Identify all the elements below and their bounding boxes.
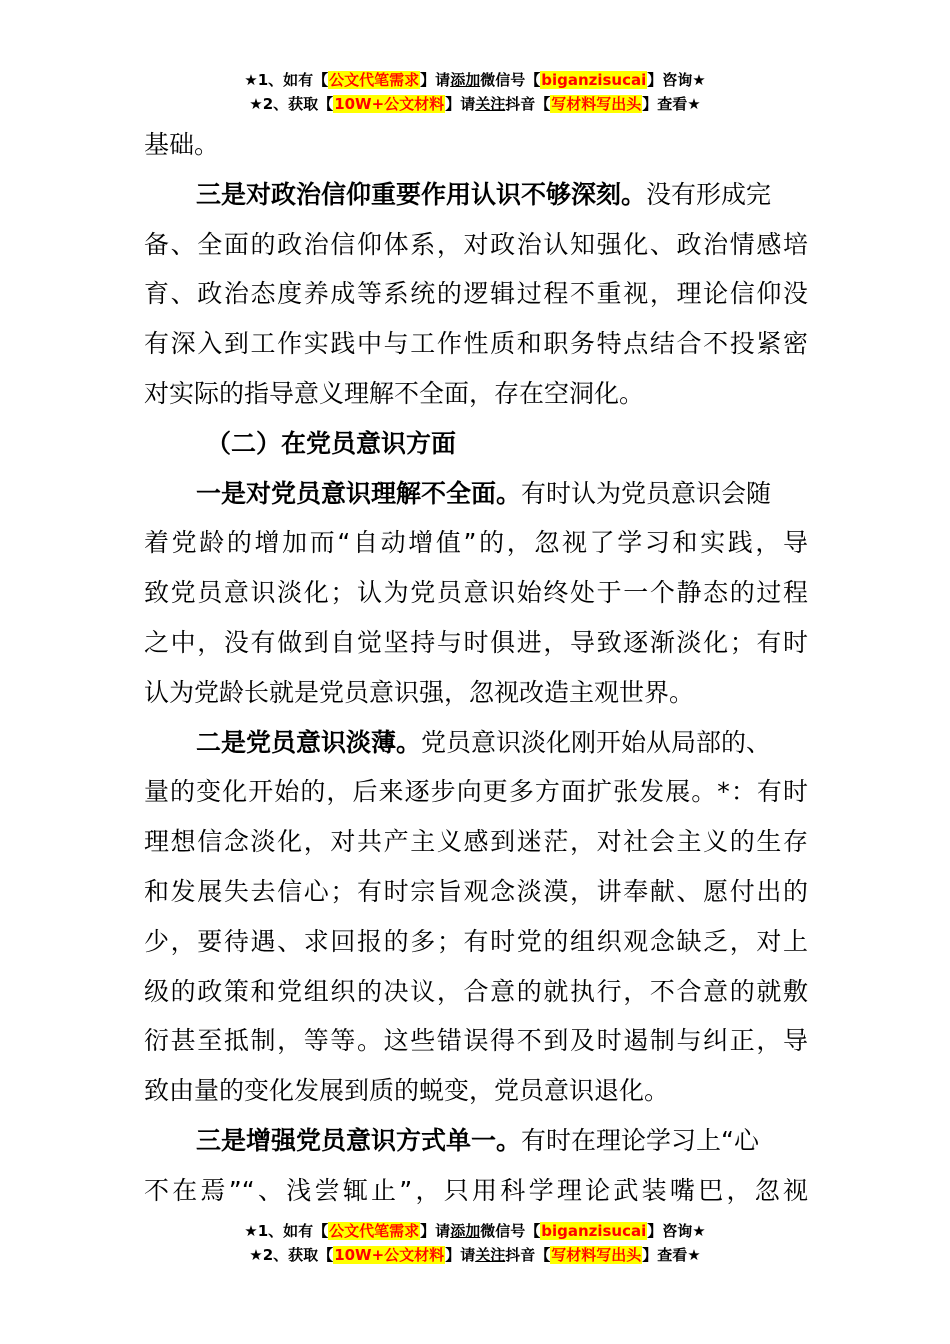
text-line: 备、全面的政治信仰体系，对政治认知强化、政治情感培 — [144, 229, 808, 259]
section-heading: （二）在党员意识方面 — [206, 428, 457, 458]
highlight-wechat-id: biganzisucai — [541, 71, 647, 89]
text-line: 理想信念淡化，对共产主义感到迷茫，对社会主义的生存 — [144, 827, 808, 857]
text-line: 认为党龄长就是党员意识强，忽视改造主观世界。 — [144, 677, 695, 707]
highlight-service: 公文代笔需求 — [329, 71, 420, 89]
banner-line-2: ★2、获取【10W+公文材料】请关注抖音【写材料写出头】查看★ — [249, 95, 701, 113]
paragraph-first-line: 三是对政治信仰重要作用认识不够深刻。没有形成完 — [196, 179, 772, 209]
text-line: 级的政策和党组织的决议，合意的就执行，不合意的就敷 — [144, 976, 808, 1006]
text-line: 致由量的变化发展到质的蜕变，党员意识退化。 — [144, 1076, 670, 1106]
text-line: 之中，没有做到自觉坚持与时俱进，导致逐渐淡化；有时 — [144, 627, 808, 657]
highlight-douyin: 写材料写出头 — [551, 95, 642, 113]
paragraph-heading: 三是对政治信仰重要作用认识不够深刻。 — [196, 179, 647, 209]
text-line: 和发展失去信心；有时宗旨观念淡漠，讲奉献、愿付出的 — [144, 876, 808, 906]
text-line: 育、政治态度养成等系统的逻辑过程不重视，理论信仰没 — [144, 279, 808, 309]
text-line: 有深入到工作实践中与工作性质和职务特点结合不投紧密 — [144, 329, 808, 359]
paragraph-first-line: 三是增强党员意识方式单一。有时在理论学习上“心 — [196, 1125, 759, 1155]
banner-line-2: ★2、获取【10W+公文材料】请关注抖音【写材料写出头】查看★ — [249, 1246, 701, 1264]
text-line: 不在焉”“、浅尝辄止”，只用科学理论武装嘴巴，忽视 — [144, 1175, 808, 1205]
text-line: 对实际的指导意义理解不全面，存在空洞化。 — [144, 378, 645, 408]
text-line: 着党龄的增加而“自动增值”的，忽视了学习和实践，导 — [144, 528, 808, 558]
highlight-wechat-id: biganzisucai — [541, 1222, 647, 1240]
document-body — [144, 120, 808, 1216]
highlight-materials: 10W+公文材料 — [334, 95, 445, 113]
highlight-douyin: 写材料写出头 — [551, 1246, 642, 1264]
highlight-materials: 10W+公文材料 — [334, 1246, 445, 1264]
paragraph-heading: 一是对党员意识理解不全面。 — [196, 478, 522, 508]
text-line: 基础。 — [144, 130, 220, 159]
paragraph-heading: 二是党员意识淡薄。 — [196, 727, 422, 757]
footer-banner — [0, 1219, 950, 1267]
banner-line-1: ★1、如有【公文代笔需求】请添加微信号【biganzisucai】咨询★ — [244, 71, 706, 89]
header-banner — [0, 68, 950, 116]
paragraph-first-line: 一是对党员意识理解不全面。有时认为党员意识会随 — [196, 478, 772, 508]
text-line: 致党员意识淡化；认为党员意识始终处于一个静态的过程 — [144, 578, 808, 608]
highlight-service: 公文代笔需求 — [329, 1222, 420, 1240]
paragraph-heading: 三是增强党员意识方式单一。 — [196, 1125, 522, 1155]
paragraph-first-line: 二是党员意识淡薄。党员意识淡化刚开始从局部的、 — [196, 727, 772, 757]
banner-line-1: ★1、如有【公文代笔需求】请添加微信号【biganzisucai】咨询★ — [244, 1222, 706, 1240]
text-line: 衍甚至抵制，等等。这些错误得不到及时遏制与纠正，导 — [144, 1026, 808, 1056]
text-line: 量的变化开始的，后来逐步向更多方面扩张发展。*：有时 — [144, 777, 808, 807]
text-line: 少，要待遇、求回报的多；有时党的组织观念缺乏，对上 — [144, 926, 808, 956]
